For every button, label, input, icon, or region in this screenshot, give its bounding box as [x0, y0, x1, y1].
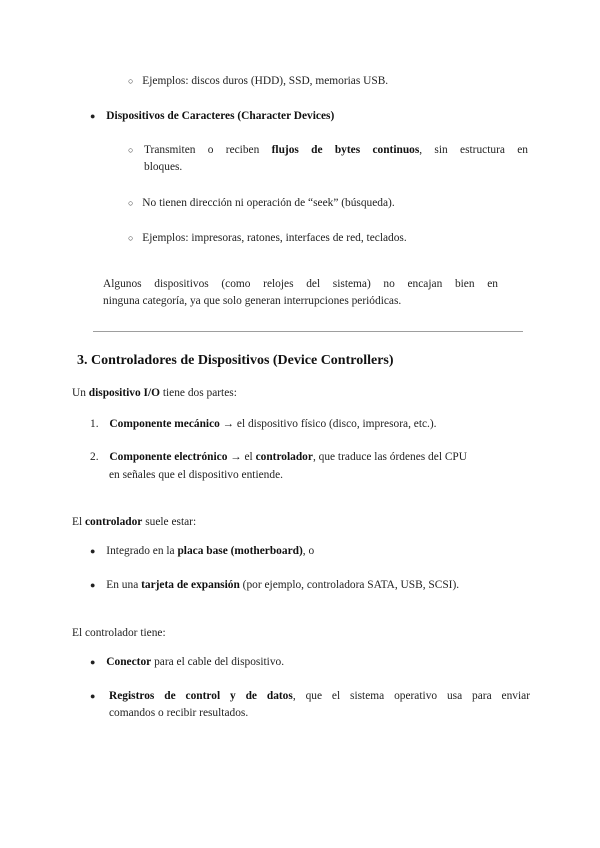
- location-2-bold: tarjeta de expansión: [141, 579, 240, 591]
- hollow-bullet-icon: ○: [128, 233, 134, 243]
- char-item-1-pre: Transmiten o reciben: [144, 144, 272, 156]
- section-divider: [93, 331, 523, 332]
- location-1-pre: Integrado en la: [106, 545, 178, 557]
- section-3-title: 3. Controladores de Dispositivos (Device Controllers): [77, 353, 394, 368]
- filled-bullet-icon: ●: [90, 580, 96, 590]
- char-item-3-text: Ejemplos: impresoras, ratones, interfaces de red, teclados.: [142, 232, 407, 244]
- section-3-intro: [72, 385, 237, 401]
- char-item-1-post: , sin estructura en: [419, 144, 528, 156]
- location-2-pre: En una: [106, 579, 142, 591]
- has-item-2-post: , que el sistema operativo usa para enviar: [292, 690, 531, 702]
- char-item-1-bold: flujos de bytes continuos: [271, 144, 420, 156]
- location-item-2: [90, 577, 459, 593]
- location-2-post: (por ejemplo, controladora SATA, USB, SCSI).: [239, 579, 460, 591]
- part-2-mid: → el: [227, 451, 256, 463]
- location-1-bold: placa base (motherboard): [177, 545, 303, 557]
- location-1-post: , o: [302, 545, 315, 557]
- has-item-1-post: para el cable del dispositivo.: [151, 656, 285, 668]
- character-devices-heading: [90, 108, 334, 124]
- has-item-1: [90, 654, 284, 670]
- hollow-bullet-icon: ○: [128, 76, 134, 86]
- location-intro-post: suele estar:: [142, 516, 197, 528]
- char-item-1: [128, 142, 528, 176]
- part-2-bold: Componente electrónico: [109, 451, 228, 463]
- part-1-bold: Componente mecánico: [109, 418, 220, 430]
- filled-bullet-icon: ●: [90, 691, 96, 701]
- note-paragraph: [103, 276, 498, 310]
- section-3-title-wrap: [77, 352, 394, 370]
- filled-bullet-icon: ●: [90, 657, 96, 667]
- note-line-1: Algunos dispositivos (como relojes del sistema) no encajan bien en: [103, 278, 498, 290]
- location-intro: [72, 514, 196, 530]
- location-item-1: [90, 543, 314, 559]
- has-item-2: [90, 688, 530, 722]
- filled-bullet-icon: ●: [90, 546, 96, 556]
- hollow-bullet-icon: ○: [128, 145, 134, 155]
- has-intro: El controlador tiene:: [72, 627, 166, 639]
- part-2-bold2: controlador: [255, 451, 313, 463]
- hollow-bullet-icon: ○: [128, 198, 134, 208]
- has-item-1-bold: Conector: [106, 656, 152, 668]
- part-1-text: → el dispositivo físico (disco, impresora, etc.).: [219, 418, 437, 430]
- part-2-line2: en señales que el dispositivo entiende.: [109, 469, 283, 481]
- note-line-2: ninguna categoría, ya que solo generan interrupciones periódicas.: [103, 295, 402, 307]
- intro-pre: Un: [72, 387, 89, 399]
- intro-bold: dispositivo I/O: [88, 387, 160, 399]
- example-block-item: [128, 73, 388, 89]
- character-devices-title: Dispositivos de Caracteres (Character Devices): [106, 110, 335, 122]
- example-block-text: Ejemplos: discos duros (HDD), SSD, memorias USB.: [142, 75, 389, 87]
- has-item-2-line2: comandos o recibir resultados.: [109, 707, 249, 719]
- part-2-text: , que traduce las órdenes del CPU: [312, 451, 467, 463]
- intro-post: tiene dos partes:: [160, 387, 237, 399]
- part-1-number: 1.: [90, 418, 99, 430]
- part-2-number: 2.: [90, 451, 99, 463]
- char-item-3: [128, 230, 407, 246]
- location-intro-bold: controlador: [84, 516, 143, 528]
- char-item-2-text: No tienen dirección ni operación de “seek” (búsqueda).: [142, 197, 395, 209]
- char-item-2: [128, 195, 395, 211]
- part-2: [90, 449, 530, 483]
- part-1: [90, 416, 437, 432]
- location-intro-pre: El: [72, 516, 85, 528]
- has-item-2-bold: Registros de control y de datos: [109, 690, 293, 702]
- char-item-1-line2: bloques.: [144, 161, 183, 173]
- filled-bullet-icon: ●: [90, 111, 96, 121]
